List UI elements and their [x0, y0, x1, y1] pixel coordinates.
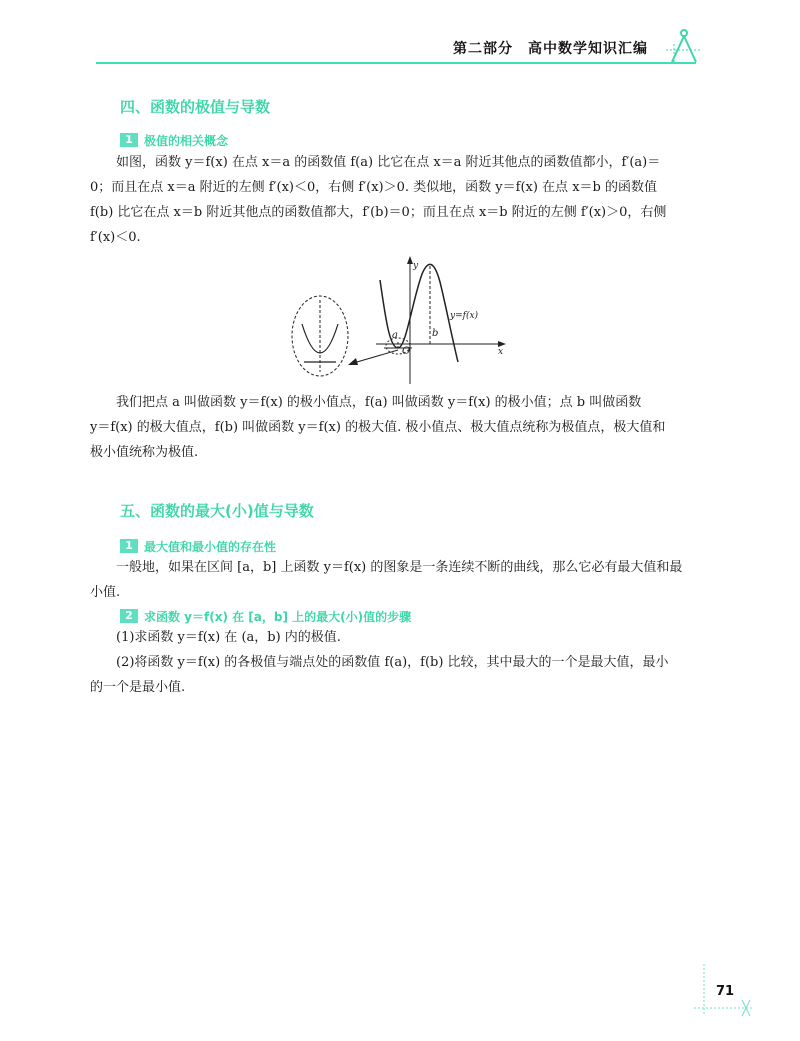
- subsection-number-badge: 1: [120, 539, 138, 553]
- function-curve: [380, 264, 458, 362]
- paragraph-line: 我们把点 a 叫做函数 y＝f(x) 的极小值点，f(a) 叫做函数 y＝f(x) 的极小值；点 b 叫做函数: [116, 395, 642, 410]
- header-rule: [96, 62, 696, 64]
- page-header: [96, 32, 696, 68]
- subsection-number-badge: 2: [120, 609, 138, 623]
- extrema-definition-paragraph: [90, 150, 710, 250]
- paragraph-line: 一般地，如果在区间 [a，b] 上函数 y＝f(x) 的图象是一条连续不断的曲线，那么它必有最大值和最: [116, 560, 683, 575]
- paragraph-line: 小值.: [90, 585, 121, 600]
- subsection-label: 最大值和最小值的存在性: [144, 539, 277, 554]
- paragraph-line: f(b) 比它在点 x＝b 附近其他点的函数值都大，f′(b)＝0；而且在点 x＝b 附近的左侧 f′(x)＞0，右侧: [90, 205, 667, 220]
- paragraph-line: 0；而且在点 x＝a 附近的左侧 f′(x)＜0，右侧 f′(x)＞0. 类似地，函数 y＝f(x) 在点 x＝b 的函数值: [90, 180, 657, 195]
- paragraph-line: 如图，函数 y＝f(x) 在点 x＝a 的函数值 f(a) 比它在点 x＝a 附近其他点的函数值都小，f′(a)＝: [116, 155, 661, 170]
- header-title: 第二部分 高中数学知识汇编: [453, 41, 648, 57]
- step-1: (1)求函数 y＝f(x) 在 (a，b) 内的极值.: [116, 630, 341, 645]
- zoom-arrow-head: [348, 358, 358, 365]
- existence-paragraph: [90, 555, 710, 605]
- b-label: b: [432, 328, 439, 339]
- subsection-extrema-concepts: [120, 132, 228, 148]
- step-2-line: (2)将函数 y＝f(x) 的各极值与端点处的函数值 f(a)，f(b) 比较，其中最大的一个是最大值，最小: [116, 655, 669, 670]
- section-title-extrema: 四、函数的极值与导数: [120, 98, 271, 116]
- origin-label: O: [402, 346, 411, 357]
- compass-logo-icon: [662, 24, 706, 68]
- curve-label: y=f(x): [450, 311, 479, 321]
- paragraph-line: f′(x)＜0.: [90, 230, 141, 245]
- subsection-label: 求函数 y＝f(x) 在 [a，b] 上的最大(小)值的步骤: [144, 609, 412, 624]
- subsection-number-badge: 1: [120, 133, 138, 147]
- page-number: 71: [716, 984, 735, 999]
- subsection-steps: [120, 608, 411, 624]
- zoom-arrow: [350, 350, 398, 364]
- y-axis-label: y: [413, 261, 419, 271]
- subsection-label: 极值的相关概念: [144, 133, 229, 148]
- x-axis-label: x: [498, 347, 504, 357]
- paragraph-line: 极小值统称为极值.: [90, 445, 199, 460]
- paragraph-line: y＝f(x) 的极大值点，f(b) 叫做函数 y＝f(x) 的极大值. 极小值点、极大值点统称为极值点，极大值和: [90, 420, 666, 435]
- a-label: a: [392, 330, 398, 341]
- step-2-line: 的一个是最小值.: [90, 680, 186, 695]
- steps-paragraph: [90, 625, 710, 700]
- extrema-naming-paragraph: [90, 390, 710, 465]
- zoom-curve: [302, 324, 338, 353]
- extrema-figure: [280, 252, 520, 386]
- subsection-existence: [120, 538, 276, 554]
- section-title-max-min: 五、函数的最大(小)值与导数: [120, 502, 314, 520]
